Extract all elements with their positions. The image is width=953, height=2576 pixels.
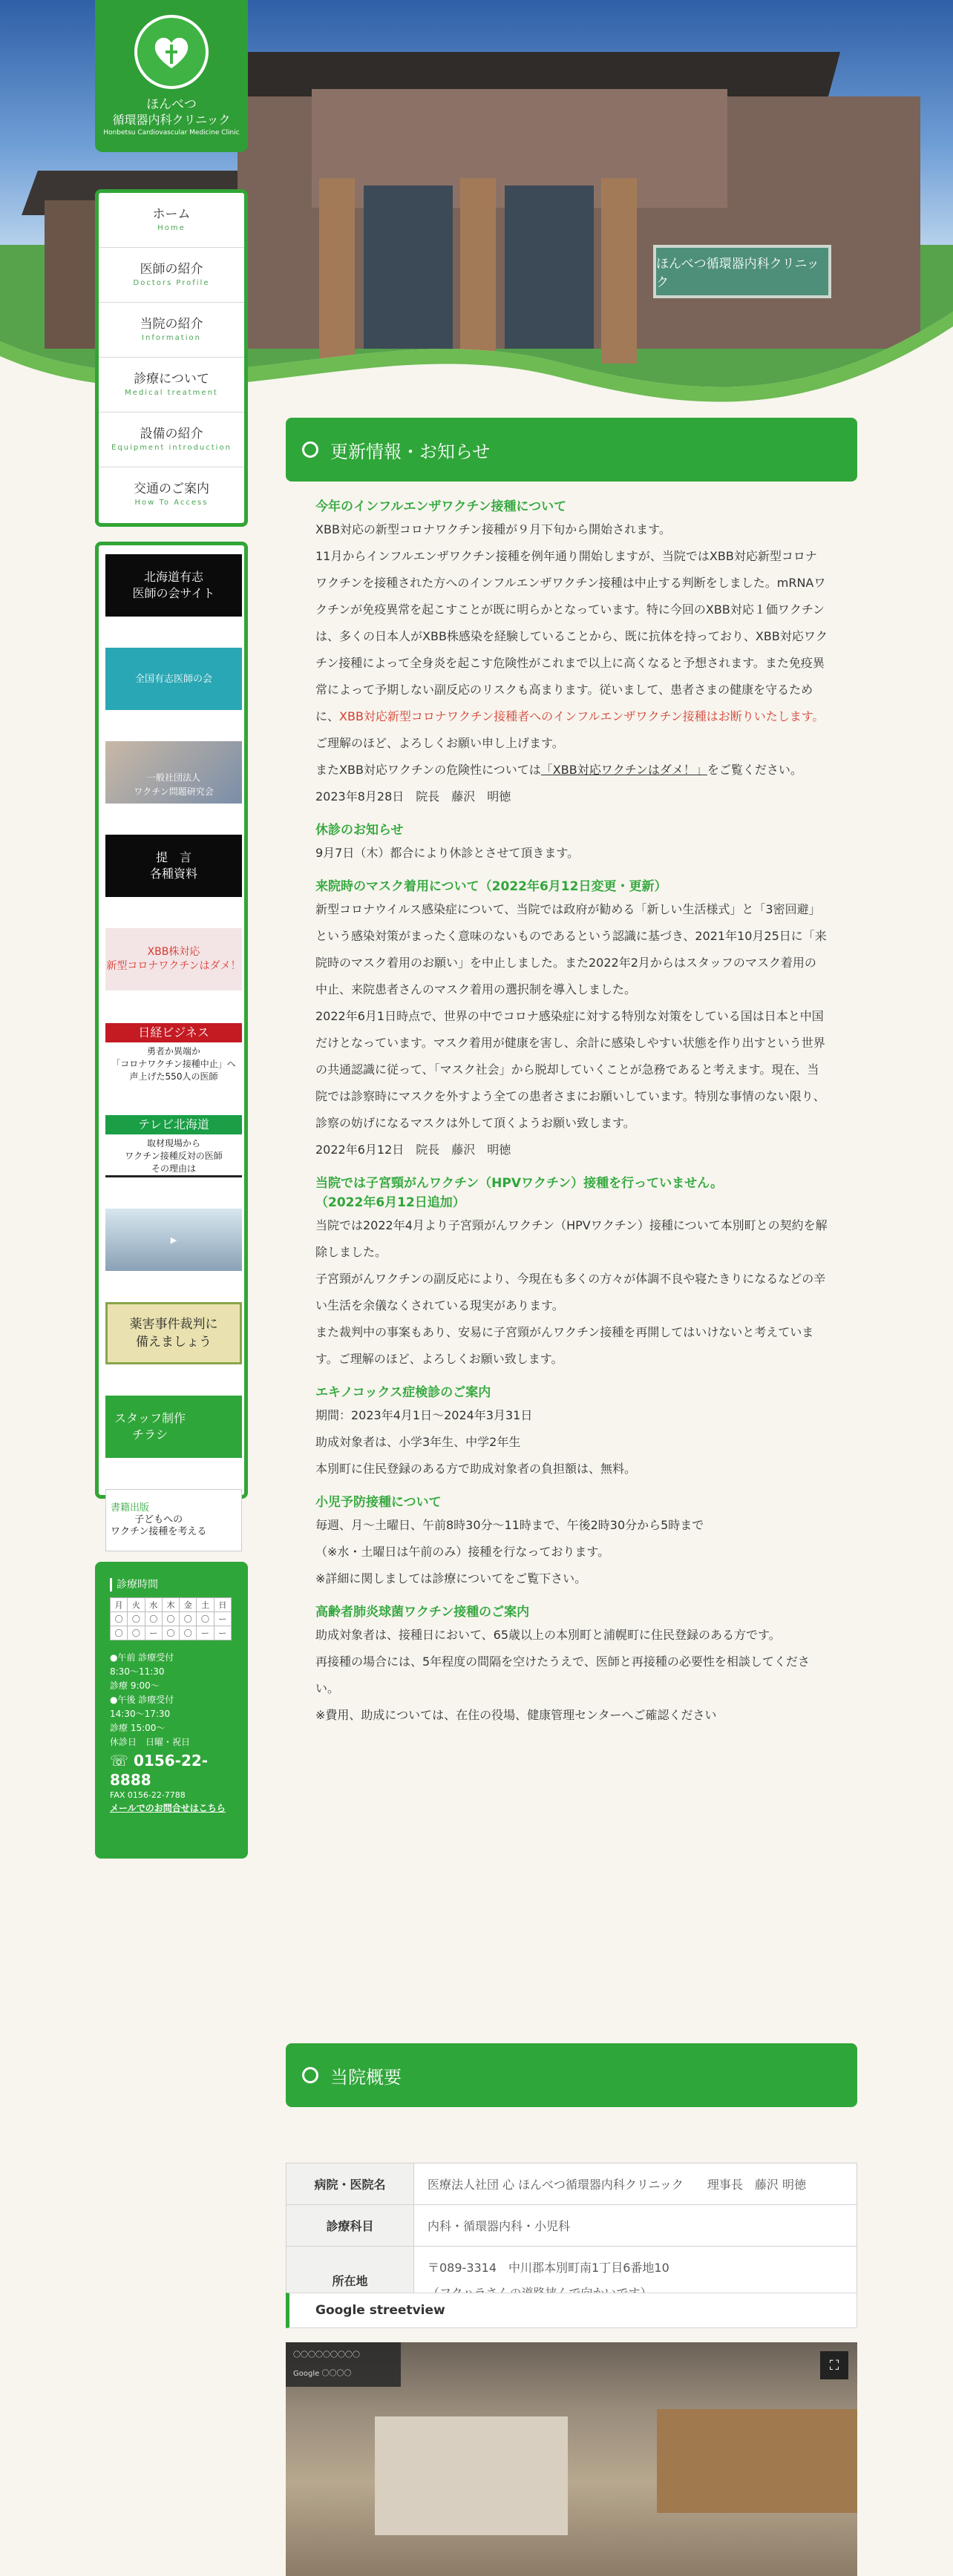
overview-section-title: 当院概要 <box>330 2066 402 2088</box>
nav-item-information[interactable] <box>99 303 244 358</box>
news-section-title: 更新情報・お知らせ <box>330 441 491 462</box>
nav-label: ホーム <box>152 207 191 222</box>
banner-national-doctors[interactable] <box>105 648 242 710</box>
nav-item-access[interactable] <box>99 467 244 522</box>
news-paragraph: 本別町に住民登録のある方で助成対象者の負担額は、無料。 <box>315 1462 637 1476</box>
hours-cell: 〇 <box>145 1612 162 1626</box>
news-text: をご覧ください。 <box>707 763 802 777</box>
banner-text: 子どもへの ワクチン接種を考える <box>111 1514 207 1537</box>
news-paragraph: 新型コロナウイルス感染症について、当院では政府が勧める「新しい生活様式」と「3密回避」という感染対策がまったく意味のないものであるという認識に基づき、2021年10月25日に「来院時のマスク着用のお願い」を中止しました。また2022年2月からはスタッフのマスク着用の中止、来院患者さんのマスク着用の選択制を導入しました。 <box>315 902 827 996</box>
news-paragraph: （※水・土曜日は午前のみ）接種を行なっております。 <box>315 1545 610 1559</box>
news-paragraph: ※詳細に関しましては診療についてをご覧下さい。 <box>315 1571 587 1586</box>
hours-am-label: ●午前 診療受付 <box>110 1652 174 1663</box>
news-signature: 2023年8月28日 院長 藤沢 明徳 <box>315 789 511 804</box>
phone-text: 0156-22-8888 <box>110 1752 209 1789</box>
banner-hokkaido-doctors[interactable] <box>105 554 242 617</box>
main-nav <box>95 189 248 527</box>
hours-cell: 〇 <box>180 1612 197 1626</box>
nav-sublabel: Information <box>142 334 201 342</box>
banner-text: 全国有志医師の会 <box>134 673 212 685</box>
streetview-info-panel[interactable] <box>286 2342 401 2387</box>
nav-item-treatment[interactable] <box>99 358 244 413</box>
streetview-place: 〇〇〇〇〇〇〇〇〇 <box>293 2351 360 2359</box>
streetview-heading: Google streetview <box>286 2293 857 2328</box>
news-section-header <box>286 418 857 482</box>
news-heading-sub: （2022年6月12日追加） <box>315 1195 465 1210</box>
news-paragraph: また裁判中の事案もあり、安易に子宮頸がんワクチン接種を再開してはいけないと考えています。ご理解のほど、よろしくお願い致します。 <box>315 1325 814 1366</box>
news-paragraph: XBB対応の新型コロナワクチン接種が９月下旬から開始されます。 <box>315 522 671 536</box>
banner-vaccine-research[interactable] <box>105 741 242 804</box>
news-paragraph: ※費用、助成については、在住の役場、健康管理センターへご確認ください <box>315 1708 717 1722</box>
banner-video[interactable] <box>105 1209 242 1271</box>
hours-day: 月 <box>111 1598 128 1612</box>
hours-cell: 〇 <box>162 1612 179 1626</box>
hours-day: 金 <box>180 1598 197 1612</box>
logo-name-en: Honbetsu Cardiovascular Medicine Clinic <box>103 129 240 137</box>
overview-key: 病院・医院名 <box>286 2163 414 2205</box>
streetview-attribution: Google 〇〇〇〇 <box>293 2370 352 2378</box>
hours-day: 日 <box>214 1598 231 1612</box>
news-warning-text: XBB対応新型コロナワクチン接種者へのインフルエンザワクチン接種はお断りいたします。 <box>339 709 825 723</box>
site-logo[interactable] <box>95 0 248 152</box>
hours-am-row <box>111 1612 232 1626</box>
hours-title: 診療時間 <box>110 1578 233 1591</box>
logo-name-full: 循環器内科クリニック <box>112 113 231 127</box>
fullscreen-icon[interactable]: ⛶ <box>820 2351 848 2379</box>
hours-day: 火 <box>128 1598 145 1612</box>
hours-cell: 〇 <box>162 1626 179 1640</box>
banner-nikkei-business[interactable] <box>105 1022 242 1084</box>
banner-lawsuit[interactable] <box>105 1302 242 1364</box>
xbb-article-link[interactable]: 「XBB対応ワクチンはダメ！」 <box>540 763 707 777</box>
banner-heading: 書籍出版 <box>111 1502 150 1514</box>
fax-number: FAX 0156-22-7788 <box>110 1790 186 1800</box>
streetview-embed[interactable] <box>286 2342 857 2576</box>
news-heading: 小児予防接種について <box>315 1495 442 1510</box>
banner-text: XBB株対応 新型コロナワクチンはダメ！ <box>106 946 241 972</box>
hours-am-time: 8:30〜11:30 <box>110 1666 165 1677</box>
hours-pm-label: ●午後 診療受付 <box>110 1695 174 1705</box>
streetview-shelf <box>657 2409 857 2513</box>
news-paragraph: 期間：2023年4月1日〜2024年3月31日 <box>315 1408 533 1422</box>
news-heading: 来院時のマスク着用について（2022年6月12日変更・更新） <box>315 879 667 894</box>
hours-cell: 〇 <box>111 1626 128 1640</box>
news-paragraph: 子宮頸がんワクチンの副反応により、今現在も多くの方々が体調不良や寝たきりになるなどの辛い生活を余儀なくされている現実があります。 <box>315 1272 826 1312</box>
news-heading: 当院では子宮頸がんワクチン（HPVワクチン）接種を行っていません。 <box>315 1176 724 1191</box>
phone-icon: ☏ <box>110 1752 129 1770</box>
news-paragraph: 再接種の場合には、5年程度の間隔を空けたうえで、医師と再接種の必要性を相談してください。 <box>315 1655 810 1695</box>
nav-sublabel: How To Access <box>134 499 209 507</box>
overview-row <box>286 2205 857 2247</box>
news-body <box>315 497 828 1729</box>
streetview-wall <box>375 2416 568 2535</box>
hours-day: 木 <box>162 1598 179 1612</box>
news-paragraph: 毎週、月〜土曜日、午前8時30分〜11時まで、午後2時30分から5時まで <box>315 1518 704 1532</box>
nav-sublabel: Medical treatment <box>125 389 218 397</box>
banner-text: 提 言 各種資料 <box>149 850 197 881</box>
hours-cell: 〇 <box>197 1612 214 1626</box>
banner-list <box>95 542 248 1537</box>
nav-label: 診療について <box>134 372 209 387</box>
banner-text: 勇者か異端か 「コロナワクチン接種中止」へ 声上げた550人の医師 <box>111 1045 236 1082</box>
nav-label: 医師の紹介 <box>140 262 203 277</box>
hours-pm-time: 14:30〜17:30 <box>110 1709 171 1719</box>
banner-proposals[interactable] <box>105 835 242 897</box>
hours-am-clinic: 診療 9:00〜 <box>110 1680 160 1691</box>
news-paragraph: 助成対象者は、接種日において、65歳以上の本別町と浦幌町に住民登録のある方です。 <box>315 1628 781 1642</box>
hours-pm-clinic: 診療 15:00〜 <box>110 1723 166 1733</box>
news-heading: エキノコックス症検診のご案内 <box>315 1385 491 1400</box>
news-paragraph: 2022年6月1日時点で、世界の中でコロナ感染症に対する特別な対策をしている国は日本と中国だけとなっています。マスク着用が健康を害し、余計に感染しやすい状態を作り出すという世界の共通認識に従って、「マスク社会」から脱却していくことが急務であると考えます。現在、当院では診察時にマスクを外すよう全ての患者さまにお願いしています。特別な事情のない限り、診察の妨げになるマスクは外して頂くようお願い致します。 <box>315 1009 825 1130</box>
overview-value: 医療法人社団 心 ほんべつ循環器内科クリニック 理事長 藤沢 明徳 <box>414 2163 857 2205</box>
hours-holiday: 休診日 日曜・祝日 <box>110 1737 191 1747</box>
banner-text: 一般社団法人 ワクチン問題研究会 <box>134 772 214 797</box>
banner-xbb-warning[interactable] <box>105 928 242 990</box>
nav-sublabel: Doctors Profile <box>133 279 210 287</box>
hours-cell: 〇 <box>128 1626 145 1640</box>
news-heading: 今年のインフルエンザワクチン接種について <box>315 499 567 514</box>
hours-cell: 〇 <box>180 1626 197 1640</box>
hours-cell: ー <box>197 1626 214 1640</box>
address-line: 〒089-3314 中川郡本別町南1丁目6番地10 <box>428 2260 669 2275</box>
hours-cell: 〇 <box>111 1612 128 1626</box>
nav-label: 交通のご案内 <box>134 482 209 496</box>
circle-icon <box>302 2067 318 2083</box>
nav-item-doctors[interactable] <box>99 248 244 303</box>
hours-table <box>110 1597 232 1640</box>
news-paragraph <box>315 543 828 730</box>
nav-item-home[interactable] <box>99 193 244 248</box>
hero-clinic-sign: ほんべつ循環器内科クリニック <box>653 245 831 298</box>
nav-label: 設備の紹介 <box>140 427 203 441</box>
nav-item-equipment[interactable] <box>99 413 244 467</box>
hours-cell: ー <box>214 1612 231 1626</box>
banner-tv-hokkaido[interactable] <box>105 1115 242 1177</box>
nav-sublabel: Equipment introduction <box>111 444 232 452</box>
banner-heading: テレビ北海道 <box>105 1115 242 1134</box>
overview-key: 所在地 <box>286 2247 414 2315</box>
hours-cell: ー <box>214 1626 231 1640</box>
banner-text: 薬害事件裁判に 備えましょう <box>129 1317 218 1350</box>
news-paragraph: 助成対象者は、小学3年生、中学2年生 <box>315 1435 521 1449</box>
banner-text: 取材現場から ワクチン接種反対の医師 その理由は <box>125 1138 223 1174</box>
hours-day: 水 <box>145 1598 162 1612</box>
news-paragraph: 当院では2022年4月より子宮頸がんワクチン（HPVワクチン）接種について本別町との契約を解除しました。 <box>315 1218 828 1259</box>
hours-pm-row <box>111 1626 232 1640</box>
overview-value: 内科・循環器内科・小児科 <box>414 2205 857 2247</box>
banner-book[interactable] <box>105 1489 242 1551</box>
nav-sublabel: Home <box>157 224 186 232</box>
mail-contact-link[interactable]: メールでのお問合せはこちら <box>110 1803 226 1813</box>
logo-name-short: ほんべつ <box>146 97 197 112</box>
banner-staff-flyer[interactable] <box>105 1396 242 1458</box>
hours-info <box>110 1651 233 1749</box>
overview-section-header <box>286 2043 857 2107</box>
banner-text: スタッフ制作 チラシ <box>114 1411 186 1442</box>
news-signature: 2022年6月12日 院長 藤沢 明徳 <box>315 1143 511 1157</box>
nav-label: 当院の紹介 <box>140 317 203 332</box>
news-paragraph: 9月7日（木）都合により休診とさせて頂きます。 <box>315 846 580 860</box>
news-text: またXBB対応ワクチンの危険性については <box>315 763 541 777</box>
circle-icon <box>302 441 318 458</box>
hours-cell: 〇 <box>128 1612 145 1626</box>
news-heading: 休診のお知らせ <box>315 823 404 838</box>
phone-number[interactable] <box>110 1751 233 1790</box>
hours-box <box>95 1562 248 1859</box>
hours-days-row <box>111 1598 232 1612</box>
news-paragraph: ご理解のほど、よろしくお願い申し上げます。 <box>315 736 564 750</box>
banner-text: 北海道有志 医師の会サイト <box>132 570 215 600</box>
overview-key: 診療科目 <box>286 2205 414 2247</box>
banner-heading: 日経ビジネス <box>105 1023 242 1042</box>
news-paragraph <box>315 757 828 783</box>
news-heading: 高齢者肺炎球菌ワクチン接種のご案内 <box>315 1605 530 1620</box>
play-icon: ▶ <box>170 1235 177 1245</box>
hours-cell: ー <box>145 1626 162 1640</box>
news-text: 11月からインフルエンザワクチン接種を例年通り開始しますが、当院ではXBB対応新型コロナワクチンを接種された方へのインフルエンザワクチン接種は中止する判断をしました。mRNAワクチンが免疫異常を起こすことが既に明らかとなっています。特に今回のXBB対応１価ワクチンは、多くの日本人がXBB株感染を経験していることから、既に抗体を持っており、XBB対応ワクチン接種によって全身炎を起こす危険性がこれまで以上に高くなると予想されます。また免疫異常によって予期しない副反応のリスクも高まります。従いまして、患者さまの健康を守るために、 <box>315 549 828 723</box>
overview-row <box>286 2163 857 2205</box>
heart-emblem-icon <box>134 15 209 89</box>
hours-day: 土 <box>197 1598 214 1612</box>
